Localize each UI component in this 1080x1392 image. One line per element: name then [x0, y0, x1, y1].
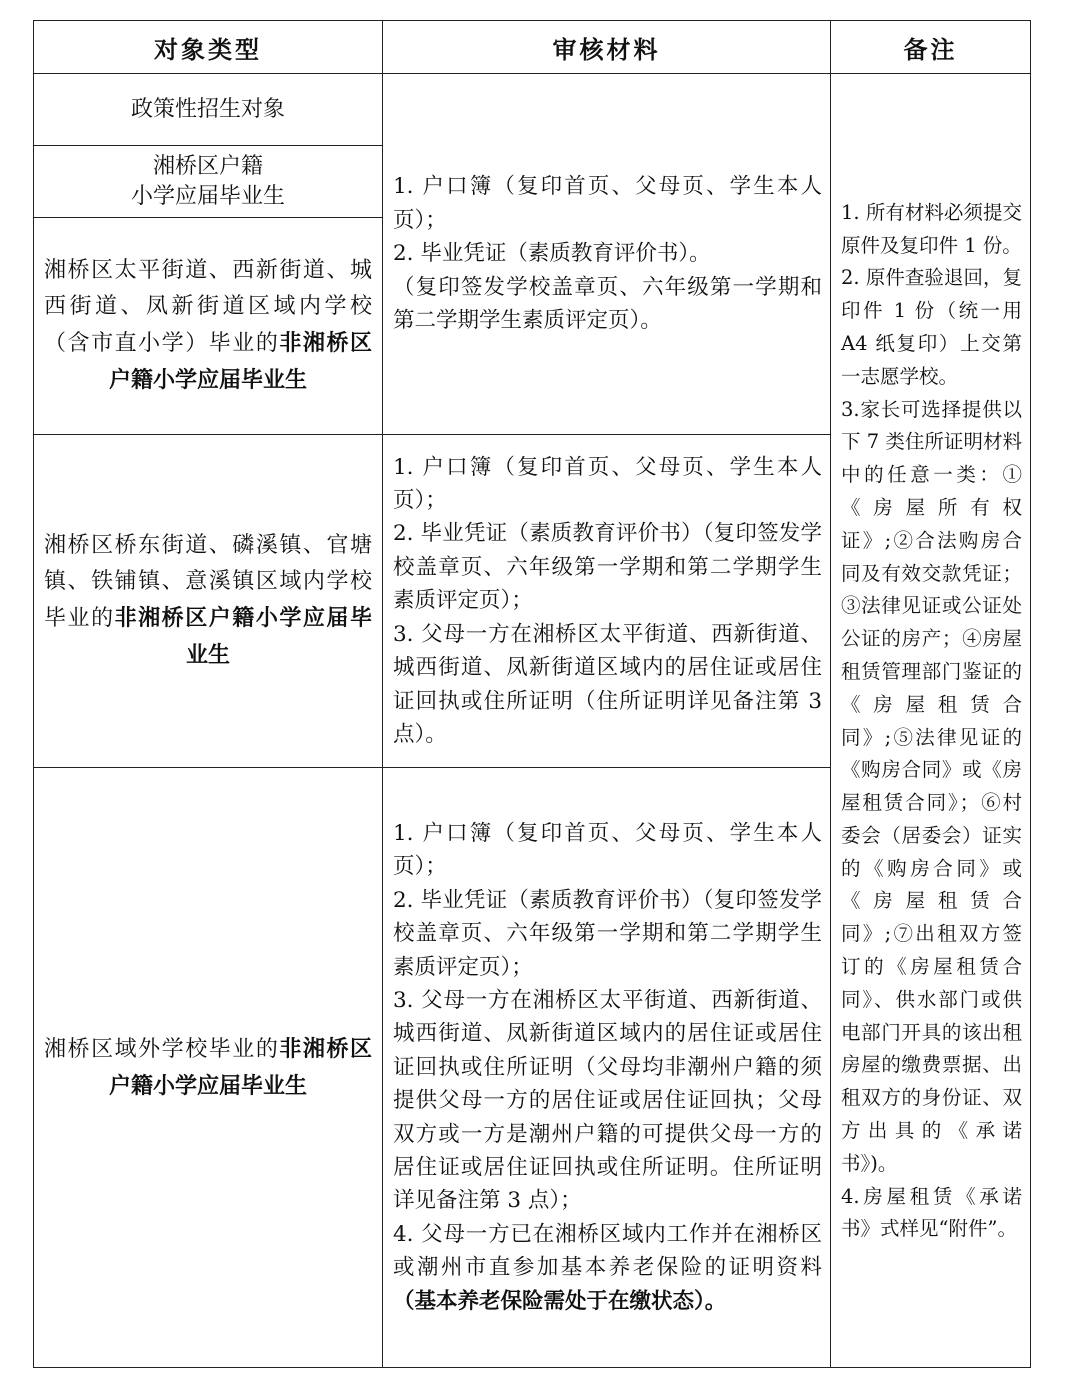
- remark-item: 4.房屋租赁《承诺书》式样见“附件”。: [841, 1184, 1022, 1241]
- remark-item: 2. 原件查验退回，复印件 1 份（统一用 A4 纸复印）上交第一志愿学校。: [841, 266, 1022, 388]
- remark-item: 3.家长可选择提供以下 7 类住所证明材料中的任意一类：①《房屋所有权证》;②合法购房合同及有效交款凭证；③法律见证或公证处公证的房产；④房屋租赁管理部门鉴证的《房屋租赁合同》;⑤法律见证的《购房合同》或《房屋租赁合同》；⑥村委会（居委会）证实的《购房合同》或《房屋租赁合同》;⑦出租双方签订的《房屋租赁合同》、供水部门或供电部门开具的该出租房屋的缴费票据、出租双方的身份证、双方出具的《承诺书》)。: [841, 397, 1022, 1175]
- enrollment-materials-table: [33, 20, 1031, 1368]
- materials-item: 1. 户口簿（复印首页、父母页、学生本人页）；: [393, 454, 822, 514]
- materials-item: （复印签发学校盖章页、六年级第一学期和第二学期学生素质评定页）。: [393, 274, 822, 334]
- materials-group-2: [383, 435, 831, 768]
- materials-item: 1. 户口簿（复印首页、父母页、学生本人页）；: [393, 174, 822, 233]
- header-remarks: 备注: [831, 21, 1031, 74]
- materials-item: 2. 毕业凭证（素质教育评价书）。: [393, 241, 711, 267]
- materials-item: 2. 毕业凭证（素质教育评价书）（复印签发学校盖章页、六年级第一学期和第二学期学生素质评定页）；: [393, 521, 822, 614]
- header-row: [34, 21, 1031, 74]
- object-local-graduates: 湘桥区户籍 小学应届毕业生: [34, 146, 383, 218]
- materials-item: 2. 毕业凭证（素质教育评价书）（复印签发学校盖章页、六年级第一学期和第二学期学生素质评定页）；: [393, 887, 822, 980]
- materials-item: 3. 父母一方在湘桥区太平街道、西新街道、城西街道、凤新街道区域内的居住证或居住证回执或住所证明（父母均非潮州户籍的须提供父母一方的居住证或居住证回执；父母双方或一方是潮州户籍的可提供父母一方的居住证或居住证回执或住所证明。住所证明详见备注第 3 点）；: [393, 987, 822, 1214]
- object-outer-district-nonlocal: 湘桥区桥东街道、磷溪镇、官塘镇、铁铺镇、意溪镇区域内学校毕业的非湘桥区户籍小学应届毕业生: [34, 435, 383, 768]
- materials-item: 4. 父母一方已在湘桥区域内工作并在湘桥区或潮州市直参加基本养老保险的证明资料（基本养老保险需处于在缴状态）。: [393, 1221, 822, 1314]
- materials-group-1: [383, 74, 831, 435]
- object-central-district-nonlocal: 湘桥区太平街道、西新街道、城西街道、凤新街道区域内学校（含市直小学）毕业的非湘桥区户籍小学应届毕业生: [34, 218, 383, 435]
- materials-item: 1. 户口簿（复印首页、父母页、学生本人页）；: [393, 820, 822, 880]
- object-policy-students: 政策性招生对象: [34, 74, 383, 146]
- remark-item: 1. 所有材料必须提交原件及复印件 1 份。: [841, 200, 1022, 257]
- object-outside-district-nonlocal: 湘桥区域外学校毕业的非湘桥区户籍小学应届毕业生: [34, 768, 383, 1368]
- table-row: [34, 74, 1031, 146]
- remarks-cell: [831, 74, 1031, 1368]
- materials-group-3: [383, 768, 831, 1368]
- header-object-type: 对象类型: [34, 21, 383, 74]
- materials-item: 3. 父母一方在湘桥区太平街道、西新街道、城西街道、凤新街道区域内的居住证或居住证回执或住所证明（住所证明详见备注第 3 点）。: [393, 621, 822, 747]
- header-materials: 审核材料: [383, 21, 831, 74]
